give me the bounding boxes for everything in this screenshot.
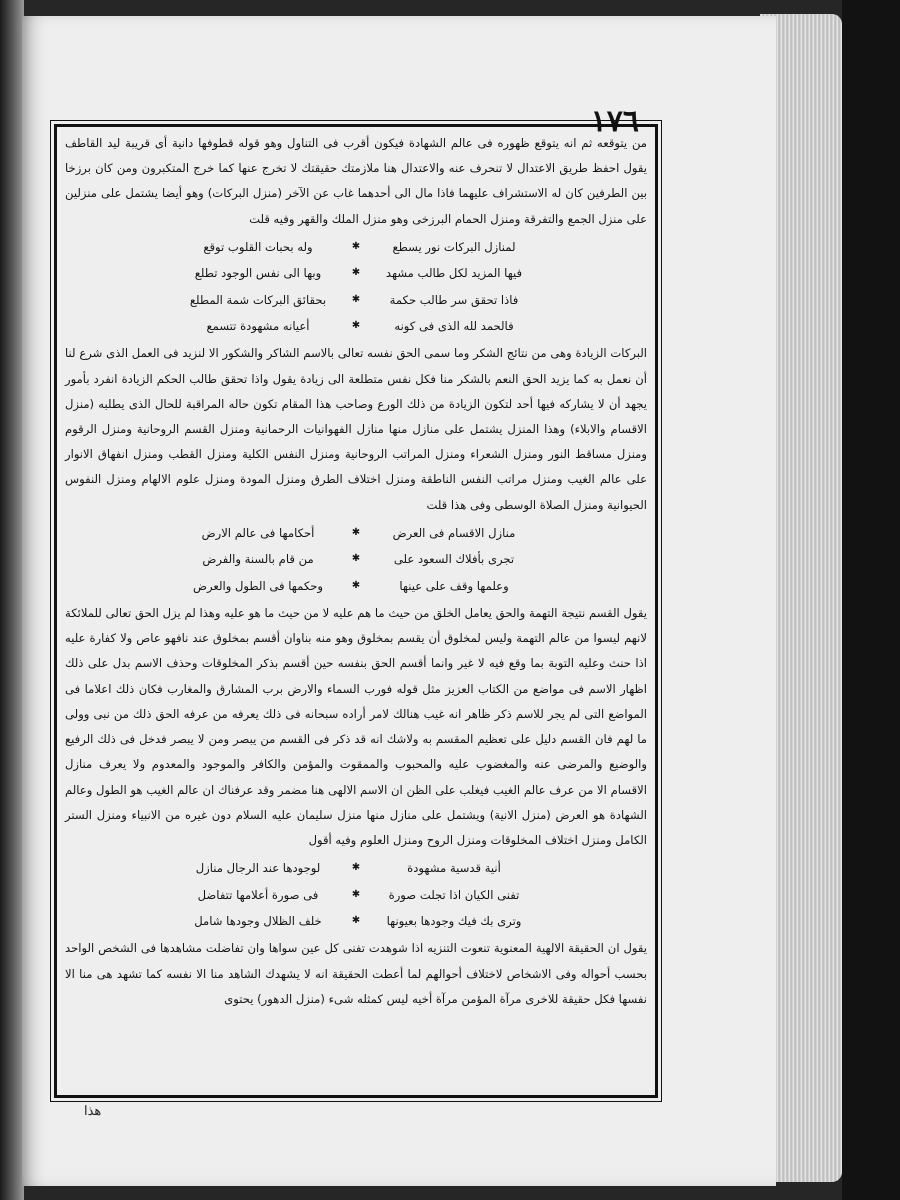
verse-hemistich: فالحمد لله الذى فى كونه bbox=[394, 319, 514, 334]
verse-hemistich: لوجودها عند الرجال منازل bbox=[195, 861, 321, 876]
verse bbox=[65, 855, 647, 881]
catchword: هذا bbox=[84, 1104, 102, 1119]
verse-hemistich: من قام بالسنة والفرض bbox=[202, 552, 314, 567]
verse-hemistich: خلف الظلال وجودها شامل bbox=[194, 913, 322, 928]
verse-hemistich: فى صورة أعلامها تتفاضل bbox=[197, 887, 319, 902]
verse-separator-star: ✱ bbox=[351, 240, 361, 252]
verse bbox=[65, 546, 647, 572]
verse-hemistich: تجرى بأفلاك السعود على bbox=[393, 552, 515, 567]
paragraph-1: من يتوقعه ثم انه يتوقع ظهوره فى عالم الشهادة فيكون أقرب فى التناول وهو قوله قطوفها دانية أى قريبة ليد القاطف يقول احفظ طريق الاعتدال لا تنحرف عنه والاعتدال هنا ملازمتك حقيقتك لا تخرج عنها كما خرج المتكبرون ومن كان برزخا بين الطرفين كان له الاستشراف عليهما فاذا مال الى أحدهما غاب عن الآخر (منزل البركات) وهو أيضا يشتمل على منزلين على منزل الجمع والتفرقة ومنزل الحمام البرزخى وهو منزل الملك والقهر وفيه قلت bbox=[65, 136, 647, 226]
paragraph-2: البركات الزيادة وهى من نتائج الشكر وما سمى الحق نفسه تعالى بالاسم الشاكر والشكور الا لنزيد فى العمل الذى شرع لنا أن نعمل به كما يزيد الحق النعم بالشكر منا فكل نفس متطلعة الى زيادة يقول واذا تحقق طالب الحكم الزيادة انفرد بأمور يجهد أن لا يشاركه فيها أحد لتكون الزيادة من ذلك الورع وصاحب هذا المقام تكون حاله المراقبة للحال الذى يطلبه (منزل الاقسام والابلاء) وهذا المنزل يشتمل على منازل منها منازل الفهوانيات الرحمانية ومنزل القسم الروحانية ومنزل الرقوم ومنزل مساقط النور ومنزل الشعراء ومنزل المراتب الروحانية ومنزل النفس الكلية ومنزل القطب ومنزل انفهاق الانوار على عالم الغيب ومنزل مراتب النفس الناطقة ومنزل اختلاف الطرق ومنزل المودة ومنزل علوم الالهام ومنزل النفوس الحيوانية ومنزل الصلاة الوسطى وفى هذا قلت bbox=[65, 346, 647, 512]
verse bbox=[65, 313, 647, 339]
verse-hemistich: منازل الاقسام فى العرض bbox=[392, 525, 516, 540]
verse-hemistich: وعلمها وقف على عينها bbox=[399, 578, 509, 593]
verse-separator-star: ✱ bbox=[351, 267, 361, 279]
verse bbox=[65, 260, 647, 286]
verse bbox=[65, 287, 647, 313]
verse-hemistich: فيها المزيد لكل طالب مشهد bbox=[385, 266, 523, 281]
verse-hemistich: أنية قدسية مشهودة bbox=[407, 861, 501, 876]
verse-separator-star: ✱ bbox=[351, 526, 361, 538]
verse-separator-star: ✱ bbox=[351, 579, 361, 591]
verse-separator-star: ✱ bbox=[351, 862, 361, 874]
verse-hemistich: بحقائق البركات شمة المطلع bbox=[189, 292, 327, 307]
verse-hemistich: أعيانه مشهودة تتسمع bbox=[206, 319, 310, 334]
verse-hemistich: تفنى الكيان اذا تجلت صورة bbox=[388, 887, 520, 902]
poem-aniyya bbox=[65, 855, 647, 934]
verse bbox=[65, 908, 647, 934]
verse-hemistich: وله بحبات القلوب توقع bbox=[203, 239, 313, 254]
verse-hemistich: وبها الى نفس الوجود تطلع bbox=[194, 266, 322, 281]
poem-aqsam bbox=[65, 520, 647, 599]
page-content bbox=[57, 127, 655, 1016]
verse bbox=[65, 234, 647, 260]
poem-barakat bbox=[65, 234, 647, 340]
book-page bbox=[22, 16, 776, 1186]
verse-separator-star: ✱ bbox=[351, 888, 361, 900]
text-frame bbox=[54, 124, 658, 1098]
verse bbox=[65, 573, 647, 599]
verse bbox=[65, 520, 647, 546]
verse-hemistich: وترى بك فيك وجودها بعيونها bbox=[386, 913, 522, 928]
verse-hemistich: أحكامها فى عالم الارض bbox=[201, 525, 315, 540]
book-left-edge bbox=[0, 0, 24, 1200]
verse-separator-star: ✱ bbox=[351, 914, 361, 926]
verse-hemistich: فاذا تحقق سر طالب حكمة bbox=[389, 292, 519, 307]
book-spine-shadow bbox=[842, 0, 900, 1200]
paragraph-4: يقول ان الحقيقة الالهية المعنوية تنعوت التنزيه اذا شوهدت تفنى كل عين سواها وان تفاضلت مشاهدها فى الشخص الواحد بحسب أحواله وفى الاشخاص لاختلاف أحوالهم لما أعطت الحقيقة انه لا يشهدك الشاهد منا الا نفسه كما تشهد هى منا الا نفسها فكل حقيقة للاخرى مرآة المؤمن مرآة أخيه ليس كمثله شىء (منزل الدهور) يحتوى bbox=[65, 941, 647, 1006]
verse-hemistich: وحكمها فى الطول والعرض bbox=[192, 578, 324, 593]
verse-hemistich: لمنازل البركات نور يسطع bbox=[392, 239, 516, 254]
page-number: ١٧٦ bbox=[590, 104, 639, 139]
paragraph-3: يقول القسم نتيجة التهمة والحق يعامل الخلق من حيث ما هم عليه لا من حيث ما هو عليه وهذا لم يزل الحق تعالى للملائكة لانهم ليسوا من عالم التهمة وليس لمخلوق أن يقسم بمخلوق وهو منه بناوان أقسم بمخلوق عند نافهو عاص ولا كفارة عليه اذا حنث وعليه التوبة بما وقع فيه لا غير وانما أقسم الحق بنفسه حين أقسم بذكر المخلوقات وحذف الاسم بدل على ذلك اظهار الاسم فى مواضع من الكتاب العزيز مثل قوله فورب السماء والارض برب المشارق والمغارب فكان ذلك اعلاما فى المواضع التى لم يجر للاسم ذكر ظاهر انه غيب هنالك لامر أراده سبحانه فى ذلك يعرفه من عرفه الحق ذلك من نبى وولى ما لهم فان القسم دليل على تعظيم المقسم به ولاشك انه قد ذكر فى القسم من يبصر ومن لا يبصر فدخل فى ذلك الرفيع والوضيع والمرضى عنه والمغضوب عليه والمحبوب والممقوت والمؤمن والكافر والموجود والمعدوم ولا يعرف منازل الاقسام الا من عرف عالم الغيب فيغلب على الظن ان الاسم الالهى هنا مضمر وقد عرفناك ان عالم الغيب هو الطول وعالم الشهادة هو العرض (منزل الانية) ويشتمل على منازل منها منزل سليمان عليه السلام دون غيره من الانبياء ومنزل الستر الكامل ومنزل اختلاف المخلوقات ومنزل الروح ومنزل العلوم وفيه أقول bbox=[65, 606, 647, 847]
verse-separator-star: ✱ bbox=[351, 293, 361, 305]
verse-separator-star: ✱ bbox=[351, 553, 361, 565]
verse-separator-star: ✱ bbox=[351, 320, 361, 332]
verse bbox=[65, 882, 647, 908]
